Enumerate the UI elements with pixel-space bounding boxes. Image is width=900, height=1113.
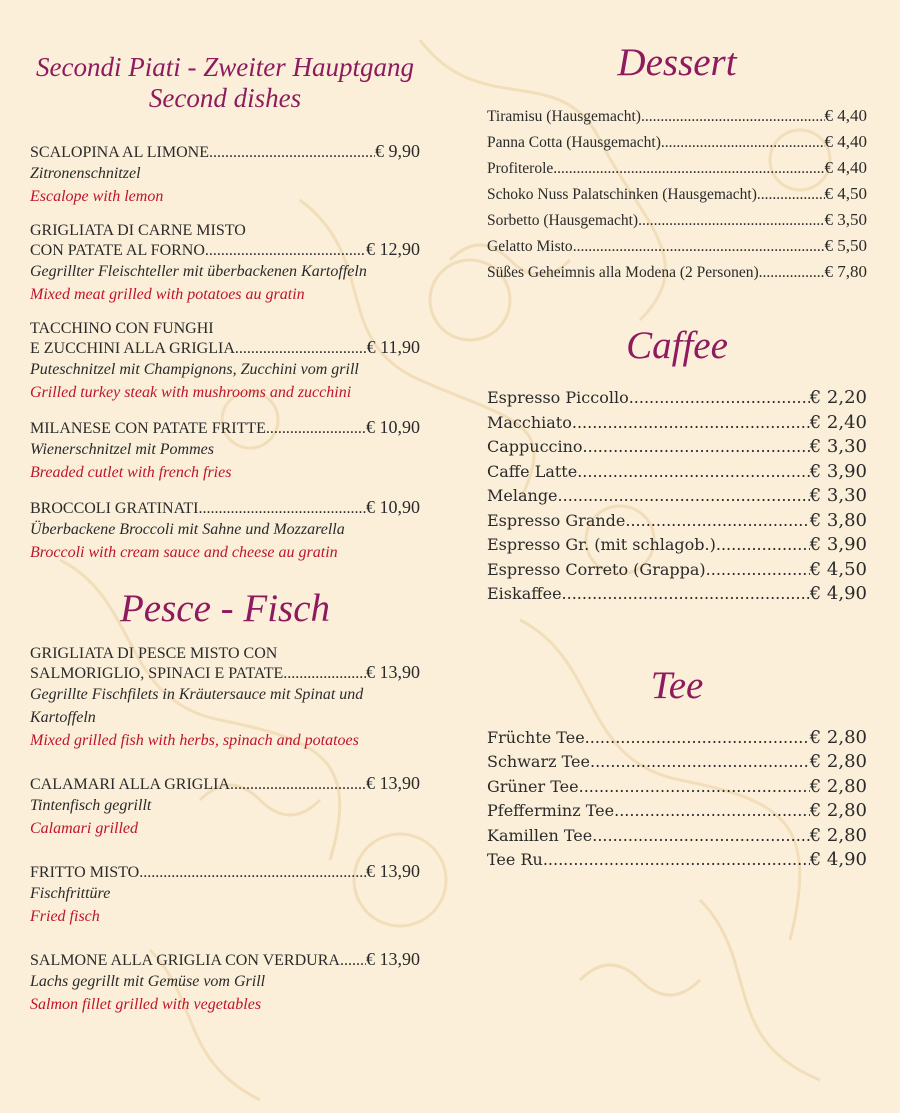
dish-description-de: Fischfrittüre: [30, 885, 111, 902]
list-item: [487, 582, 867, 607]
list-item: [487, 103, 867, 129]
dish-price: € 13,90: [366, 663, 420, 682]
item-name: Schoko Nuss Palatschinken (Hausgemacht): [487, 186, 757, 203]
item-name: Eiskaffee: [487, 584, 562, 603]
dish-name: SALMONE ALLA GRIGLIA CON VERDURA: [30, 952, 340, 969]
dish-name-line1: TACCHINO CON FUNGHI: [30, 320, 214, 337]
item-name: Profiterole: [487, 160, 554, 177]
item-price: € 2,80: [809, 824, 867, 846]
dish-name: CALAMARI ALLA GRIGLIA: [30, 776, 230, 793]
dish-name-line1: GRIGLIATA DI CARNE MISTO: [30, 222, 246, 239]
item-price: € 7,80: [824, 262, 867, 281]
dish-description-de: Wienerschnitzel mit Pommes: [30, 441, 214, 458]
dish-description-en: Grilled turkey steak with mushrooms and zucchini: [30, 384, 352, 401]
dish-price: € 9,90: [375, 142, 420, 161]
caffee-list: [487, 386, 867, 607]
dish-price: € 13,90: [366, 774, 420, 793]
item-price: € 2,20: [809, 387, 867, 408]
dish-price: € 13,90: [366, 862, 420, 881]
dish-description-en: Fried fisch: [30, 908, 100, 925]
dish-description-en: Calamari grilled: [30, 820, 139, 837]
item-price: € 3,30: [809, 436, 867, 457]
dish-description-de: Puteschnitzel mit Champignons, Zucchini vom grill: [30, 361, 359, 378]
dish-name: SCALOPINA AL LIMONE: [30, 144, 209, 161]
list-item: [487, 558, 867, 583]
dish-description-en: Escalope with lemon: [30, 188, 164, 205]
list-item: [487, 386, 867, 411]
item-price: € 4,90: [809, 583, 867, 604]
list-item: [487, 533, 867, 558]
dish-price: € 12,90: [366, 240, 420, 259]
dish-description-en: Mixed grilled fish with herbs, spinach and potatoes: [30, 732, 359, 749]
list-item: [487, 155, 867, 181]
item-price: € 4,40: [824, 132, 867, 151]
item-name: Espresso Correto (Grappa): [487, 559, 706, 579]
item-name: Caffe Latte: [487, 461, 578, 481]
dish-description-de: Lachs gegrillt mit Gemüse vom Grill: [30, 973, 266, 990]
left-column: [30, 52, 420, 1016]
dish-name: MILANESE CON PATATE FRITTE: [30, 420, 266, 437]
dish-name: CON PATATE AL FORNO: [30, 242, 205, 259]
dish-description-en: Salmon fillet grilled with vegetables: [30, 996, 262, 1013]
list-item: [487, 259, 867, 285]
item-name: Süßes Geheimnis alla Modena (2 Personen): [487, 264, 759, 281]
menu-item: [30, 222, 420, 306]
dish-description-de: Zitronenschnitzel: [30, 165, 141, 182]
secondi-subtitle: Second dishes: [148, 83, 302, 113]
dish-description-en: Mixed meat grilled with potatoes au gratin: [30, 286, 305, 303]
item-price: € 4,40: [824, 106, 867, 125]
list-item: [487, 509, 867, 534]
item-name: Espresso Piccollo: [487, 388, 629, 407]
list-item: [487, 750, 867, 775]
right-column: [487, 40, 867, 873]
dessert-title: Dessert: [617, 41, 737, 84]
list-item: [487, 484, 867, 509]
list-item: [487, 848, 867, 873]
dish-price: € 13,90: [366, 950, 420, 969]
item-name: Sorbetto (Hausgemacht): [487, 212, 639, 229]
secondi-title: Secondi Piati - Zweiter Hauptgang: [36, 52, 414, 82]
item-name: Tee Ru: [487, 850, 543, 869]
item-price: € 2,80: [809, 751, 867, 772]
item-price: € 4,50: [809, 558, 867, 580]
list-item: [487, 775, 867, 800]
dish-price: € 11,90: [366, 338, 420, 357]
item-price: € 4,50: [824, 184, 867, 203]
item-name: Kamillen Tee: [487, 825, 593, 845]
list-item: [487, 460, 867, 485]
item-name: Cappuccino: [487, 437, 583, 456]
dish-description-en: Breaded cutlet with french fries: [30, 464, 232, 481]
list-item: [487, 435, 867, 460]
dish-description-en: Broccoli with cream sauce and cheese au gratin: [30, 544, 338, 561]
menu-item: [30, 862, 420, 928]
list-item: [487, 411, 867, 436]
dish-description-de: Gegrillte Fischfilets in Kräutersauce mit Spinat und Kartoffeln: [30, 686, 364, 726]
dish-description-de: Gegrillter Fleischteller mit überbackenen Kartoffeln: [30, 263, 367, 280]
item-name: Espresso Gr. (mit schlagob.): [487, 535, 716, 554]
dish-name-line1: GRIGLIATA DI PESCE MISTO CON: [30, 645, 278, 662]
menu-item: [30, 645, 420, 752]
item-name: Panna Cotta (Hausgemacht): [487, 134, 661, 151]
item-price: € 5,50: [824, 236, 867, 255]
tee-list: [487, 726, 867, 873]
item-price: € 2,80: [809, 800, 867, 821]
item-price: € 2,80: [809, 726, 867, 748]
pesce-title: Pesce - Fisch: [119, 587, 331, 630]
item-name: Pfefferminz Tee: [487, 801, 615, 820]
item-price: € 3,90: [809, 534, 867, 555]
item-price: € 3,80: [809, 509, 867, 531]
item-name: Schwarz Tee: [487, 752, 590, 771]
dish-description-de: Überbackene Broccoli mit Sahne und Mozzarella: [30, 521, 345, 538]
list-item: [487, 207, 867, 233]
item-price: € 2,40: [809, 411, 867, 433]
list-item: [487, 129, 867, 155]
item-price: € 4,90: [809, 849, 867, 870]
list-item: [487, 726, 867, 751]
item-name: Gelatto Misto: [487, 238, 573, 255]
list-item: [487, 181, 867, 207]
dish-name: E ZUCCHINI ALLA GRIGLIA: [30, 340, 235, 357]
item-price: € 2,80: [809, 775, 867, 797]
menu-item: [30, 774, 420, 840]
item-name: Grüner Tee: [487, 776, 579, 796]
item-name: Macchiato: [487, 412, 572, 432]
item-name: Tiramisu (Hausgemacht): [487, 108, 641, 125]
menu-item: [30, 498, 420, 564]
tee-title: Tee: [650, 663, 704, 707]
item-name: Espresso Grande: [487, 510, 626, 530]
dish-description-de: Tintenfisch gegrillt: [30, 797, 152, 814]
item-name: Früchte Tee: [487, 727, 585, 747]
item-price: € 4,40: [824, 158, 867, 177]
item-price: € 3,90: [809, 460, 867, 482]
list-item: [487, 824, 867, 849]
menu-item: [30, 418, 420, 484]
menu-item: [30, 950, 420, 1016]
menu-item: [30, 320, 420, 404]
item-name: Melange: [487, 486, 558, 505]
dish-price: € 10,90: [366, 418, 420, 437]
dish-name: SALMORIGLIO, SPINACI E PATATE: [30, 665, 284, 682]
caffee-title: Caffee: [626, 324, 728, 367]
dish-price: € 10,90: [366, 498, 420, 517]
menu-item: [30, 142, 420, 208]
dessert-list: [487, 103, 867, 285]
list-item: [487, 799, 867, 824]
item-price: € 3,50: [824, 210, 867, 229]
item-price: € 3,30: [809, 485, 867, 506]
list-item: [487, 233, 867, 259]
dish-name: FRITTO MISTO: [30, 864, 140, 881]
dish-name: BROCCOLI GRATINATI: [30, 500, 199, 517]
